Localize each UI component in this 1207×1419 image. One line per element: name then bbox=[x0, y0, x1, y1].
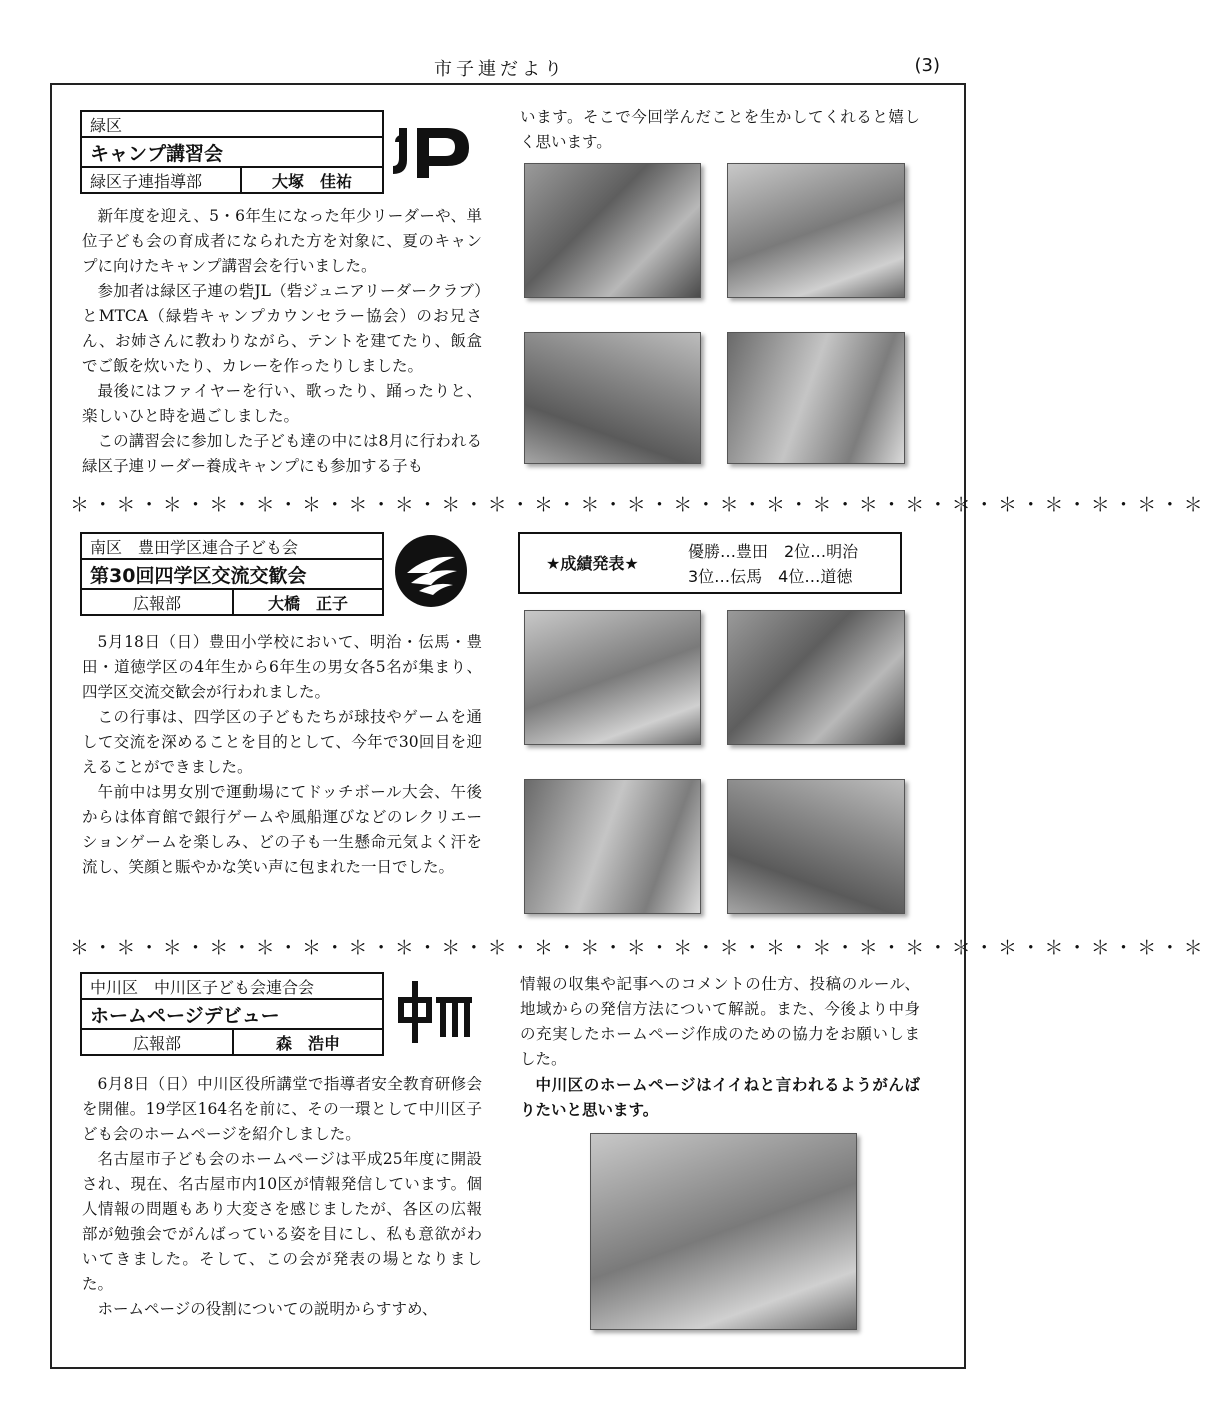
camp-photo-2 bbox=[727, 163, 905, 298]
section2-paragraph: 午前中は男女別で運動場にてドッチボール大会、午後からは体育館で銀行ゲームや風船運びなどのレクリエーションゲームを楽しみ、どの子も一生懸命元気よく汗を流し、笑顔と賑やかな笑い声に包まれた一日でした。 bbox=[82, 783, 482, 876]
section3-body bbox=[82, 1072, 482, 1322]
results-line-2: 3位…伝馬 4位…道徳 bbox=[688, 567, 853, 586]
section3-right-paragraph: 情報の収集や記事へのコメントの仕方、投稿のルール、地域からの発信方法について解説。また、今後より中身の充実したホームページ作成のための協力をお願いしました。 bbox=[520, 975, 920, 1068]
section2-body bbox=[82, 630, 482, 880]
page-number: (3) bbox=[914, 55, 940, 76]
section3-paragraph: 名古屋市子ども会のホームページは平成25年度に開設され、現在、名古屋市内10区が情報発信しています。個人情報の問題もあり大変さを感じましたが、各区の広報部が勉強会でがんばっている姿を目にし、私も意欲がわいてきました。そして、この会が発表の場となりました。 bbox=[82, 1150, 482, 1293]
section1-ward: 緑区 bbox=[82, 112, 382, 138]
section2-ward: 南区 豊田学区連合子ども会 bbox=[82, 534, 382, 560]
event-photo-1 bbox=[524, 610, 701, 745]
nakagawa-logo bbox=[392, 975, 476, 1050]
section1-title: キャンプ講習会 bbox=[82, 138, 382, 168]
section2-author: 大橋 正子 bbox=[267, 593, 348, 613]
section-divider: ＊・＊・＊・＊・＊・＊・＊・＊・＊・＊・＊・＊・＊・＊・＊・＊・＊・＊・＊・＊・＊・＊・＊・＊・＊ bbox=[70, 494, 1207, 516]
section1-paragraph: 参加者は緑区子連の砦JL（砦ジュニアリーダークラブ）とMTCA（緑砦キャンプカウンセラー協会）のお兄さん、お姉さんに教わりながら、テントを建てたり、飯盒でご飯を炊いたり、カレーを作ったりしました。 bbox=[82, 282, 482, 375]
section1-paragraph: この講習会に参加した子ども達の中には8月に行われる緑区子連リーダー養成キャンプにも参加する子も bbox=[82, 432, 482, 475]
section3-paragraph: ホームページの役割についての説明からすすめ、 bbox=[97, 1300, 438, 1318]
camp-photo-1 bbox=[524, 163, 701, 298]
bird-logo bbox=[393, 533, 469, 609]
event-photo-4 bbox=[727, 779, 905, 914]
section2-title-box bbox=[80, 532, 384, 616]
section3-author: 森 浩申 bbox=[275, 1033, 340, 1053]
section-divider: ＊・＊・＊・＊・＊・＊・＊・＊・＊・＊・＊・＊・＊・＊・＊・＊・＊・＊・＊・＊・＊・＊・＊・＊・＊ bbox=[70, 937, 1207, 959]
results-line-1: 優勝…豊田 2位…明治 bbox=[688, 542, 859, 561]
camp-photo-4 bbox=[727, 332, 905, 464]
section2-paragraph: 5月18日（日）豊田小学校において、明治・伝馬・豊田・道徳学区の4年生から6年生の男女各5名が集まり、四学区交流交歓会が行われました。 bbox=[82, 633, 482, 701]
section3-closing: 中川区のホームページはイイねと言われるようがんばりたいと思います。 bbox=[520, 1075, 920, 1119]
newsletter-title: 市子連だより bbox=[434, 59, 566, 80]
section1-author: 大塚 佳祐 bbox=[271, 171, 352, 191]
section1-paragraph: 最後にはファイヤーを行い、歌ったり、踊ったりと、楽しいひと時を過ごしました。 bbox=[82, 382, 482, 425]
camp-photo-3 bbox=[524, 332, 701, 464]
section1-paragraph: 新年度を迎え、5・6年生になった年少リーダーや、単位子ども会の育成者になられた方を対象に、夏のキャンプに向けたキャンプ講習会を行いました。 bbox=[82, 207, 482, 275]
section3-dept: 広報部 bbox=[82, 1030, 234, 1054]
event-photo-2 bbox=[727, 610, 905, 745]
jp-logo bbox=[385, 108, 477, 188]
section1-title-box bbox=[80, 110, 384, 194]
section2-dept: 広報部 bbox=[82, 590, 234, 614]
section1-continuation: います。そこで今回学んだことを生かしてくれると嬉しく思います。 bbox=[520, 108, 920, 151]
section1-body bbox=[82, 204, 482, 479]
section1-dept: 緑区子連指導部 bbox=[82, 168, 242, 192]
section2-paragraph: この行事は、四学区の子どもたちが球技やゲームを通して交流を深めることを目的として、今年で30回目を迎えることができました。 bbox=[82, 708, 482, 776]
results-box bbox=[518, 532, 902, 594]
section3-title-box bbox=[80, 972, 384, 1056]
section3-paragraph: 6月8日（日）中川区役所講堂で指導者安全教育研修会を開催。19学区164名を前に、その一環として中川区子ども会のホームページを紹介しました。 bbox=[82, 1075, 482, 1143]
section2-title: 第30回四学区交流交歓会 bbox=[82, 560, 382, 590]
section3-ward: 中川区 中川区子ども会連合会 bbox=[82, 974, 382, 1000]
seminar-photo bbox=[590, 1133, 857, 1330]
section3-right-body bbox=[520, 972, 920, 1122]
section3-title: ホームページデビュー bbox=[82, 1000, 382, 1030]
results-label: ★成績発表★ bbox=[546, 554, 639, 573]
event-photo-3 bbox=[524, 779, 701, 914]
